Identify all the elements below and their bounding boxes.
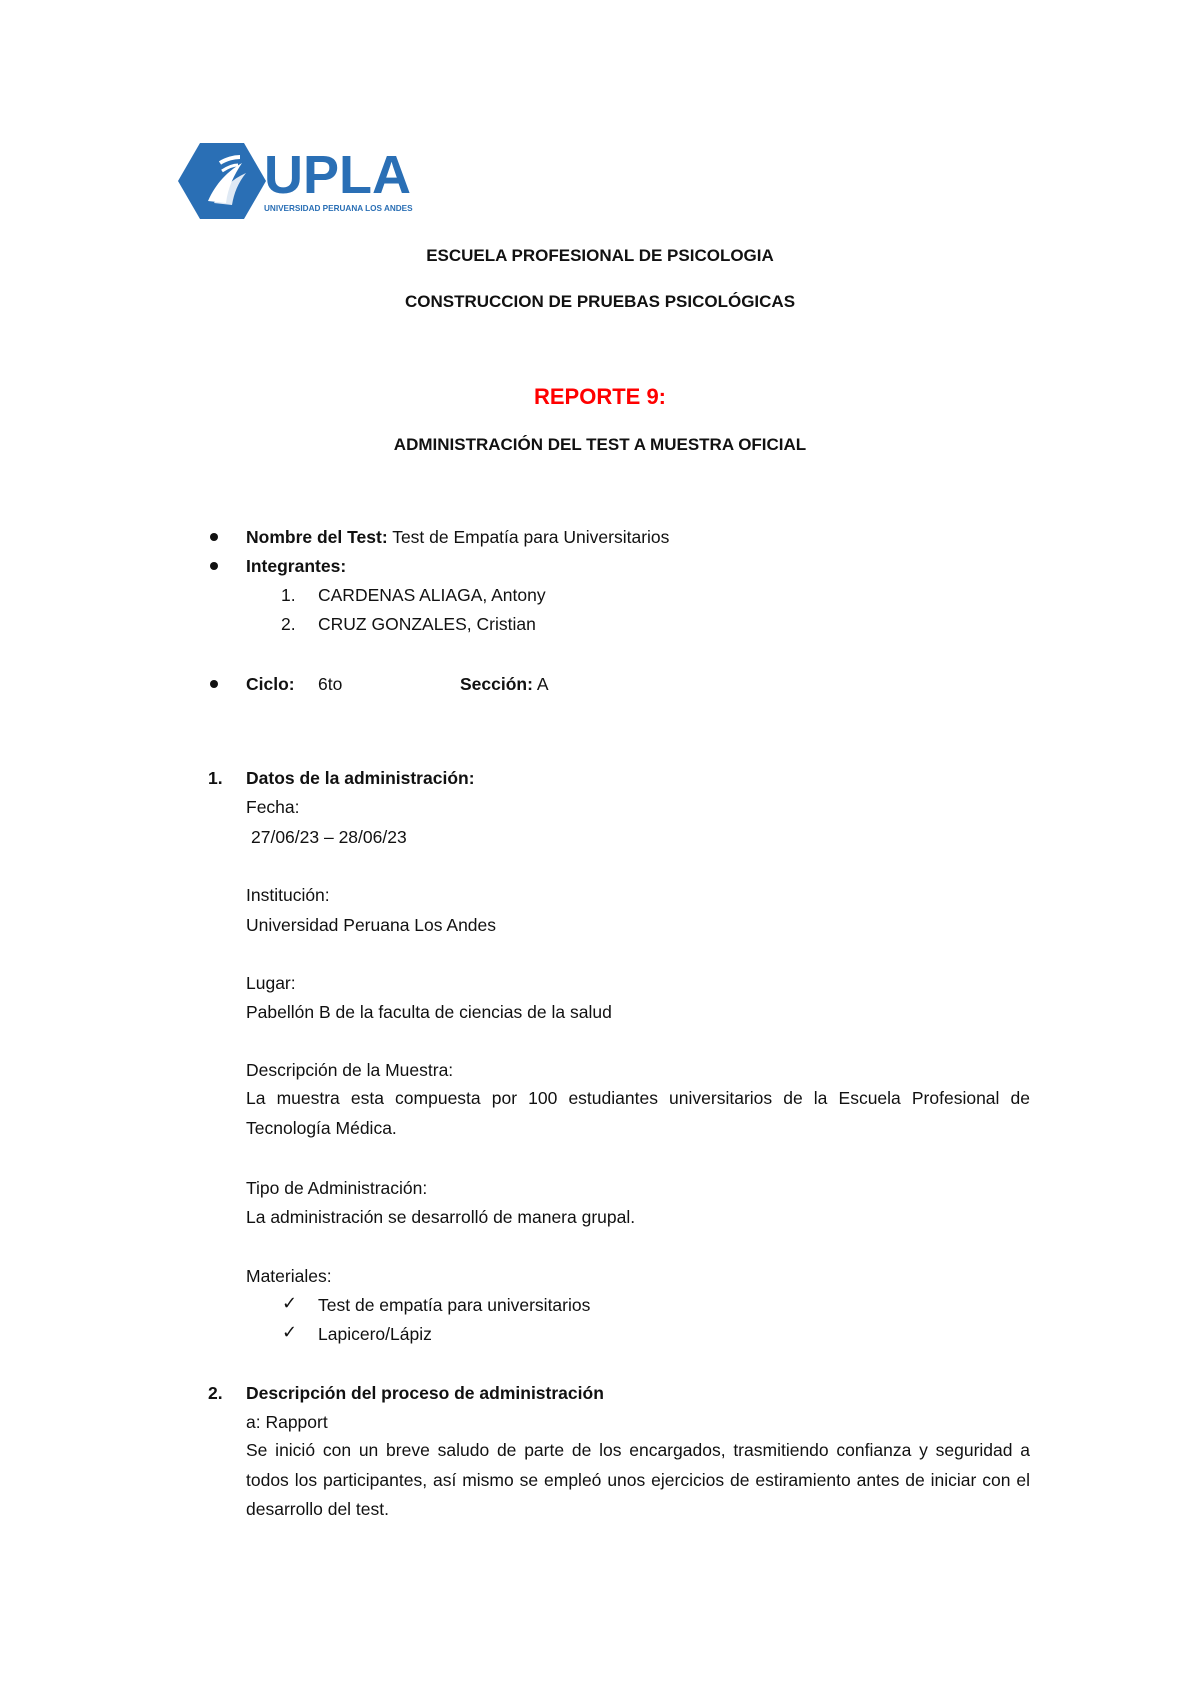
material-item: Lapicero/Lápiz: [318, 1324, 432, 1344]
member-number: 2.: [281, 614, 296, 634]
institution-value: Universidad Peruana Los Andes: [246, 915, 497, 935]
svg-text:UPLA: UPLA: [264, 145, 411, 205]
cycle-value: 6to: [318, 674, 343, 694]
members-label: Integrantes:: [246, 556, 347, 576]
test-name-value: Test de Empatía para Universitarios: [392, 527, 670, 547]
section-1-title: Datos de la administración:: [246, 768, 475, 788]
institution-label: Institución:: [246, 885, 330, 905]
test-name-label: Nombre del Test:: [246, 527, 388, 547]
member-name: CRUZ GONZALES, Cristian: [318, 614, 536, 634]
section-2-number: 2.: [208, 1383, 223, 1403]
cycle-label: Ciclo:: [246, 674, 295, 694]
report-subtitle: ADMINISTRACIÓN DEL TEST A MUESTRA OFICIAL: [393, 435, 807, 454]
school-name: ESCUELA PROFESIONAL DE PSICOLOGIA: [426, 246, 774, 265]
place-label: Lugar:: [246, 973, 296, 993]
section-1-number: 1.: [208, 768, 223, 788]
checkmark-icon: ✓: [282, 1293, 298, 1313]
section-label: Sección:: [460, 674, 533, 694]
upla-logo: [176, 143, 416, 223]
sample-label: Descripción de la Muestra:: [246, 1060, 454, 1080]
section-row: [460, 673, 549, 695]
admin-type-label: Tipo de Administración:: [246, 1178, 428, 1198]
materials-label: Materiales:: [246, 1266, 332, 1286]
member-number: 1.: [281, 585, 296, 605]
bullet-icon: [210, 533, 218, 541]
section-2-title: Descripción del proceso de administración: [246, 1383, 604, 1403]
date-value: 27/06/23 – 28/06/23: [251, 827, 407, 847]
rapport-paragraph: Se inició con un breve saludo de parte de los encargados, trasmitiendo confianza y seguridad a todos los participantes, así mismo se empleó unos ejercicios de estiramiento antes de iniciar con el desarrollo del test.: [246, 1440, 1030, 1519]
member-name: CARDENAS ALIAGA, Antony: [318, 585, 546, 605]
checkmark-icon: ✓: [282, 1322, 298, 1342]
test-name-row: [246, 526, 669, 548]
report-title: REPORTE 9:: [533, 384, 667, 409]
svg-text:UNIVERSIDAD PERUANA LOS ANDES: UNIVERSIDAD PERUANA LOS ANDES: [264, 204, 413, 213]
upla-logo-mark: [176, 143, 416, 223]
rapport-label: a: Rapport: [246, 1412, 328, 1432]
course-name: CONSTRUCCION DE PRUEBAS PSICOLÓGICAS: [404, 292, 796, 311]
place-value: Pabellón B de la faculta de ciencias de la salud: [246, 1002, 612, 1022]
sample-description: La muestra esta compuesta por 100 estudiantes universitarios de la Escuela Profesional de Tecnología Médica.: [246, 1088, 1030, 1138]
date-label: Fecha:: [246, 797, 300, 817]
bullet-icon: [210, 562, 218, 570]
material-item: Test de empatía para universitarios: [318, 1295, 591, 1315]
section-value: A: [536, 674, 549, 694]
admin-type-value: La administración se desarrolló de manera grupal.: [246, 1207, 636, 1227]
bullet-icon: [210, 680, 218, 688]
